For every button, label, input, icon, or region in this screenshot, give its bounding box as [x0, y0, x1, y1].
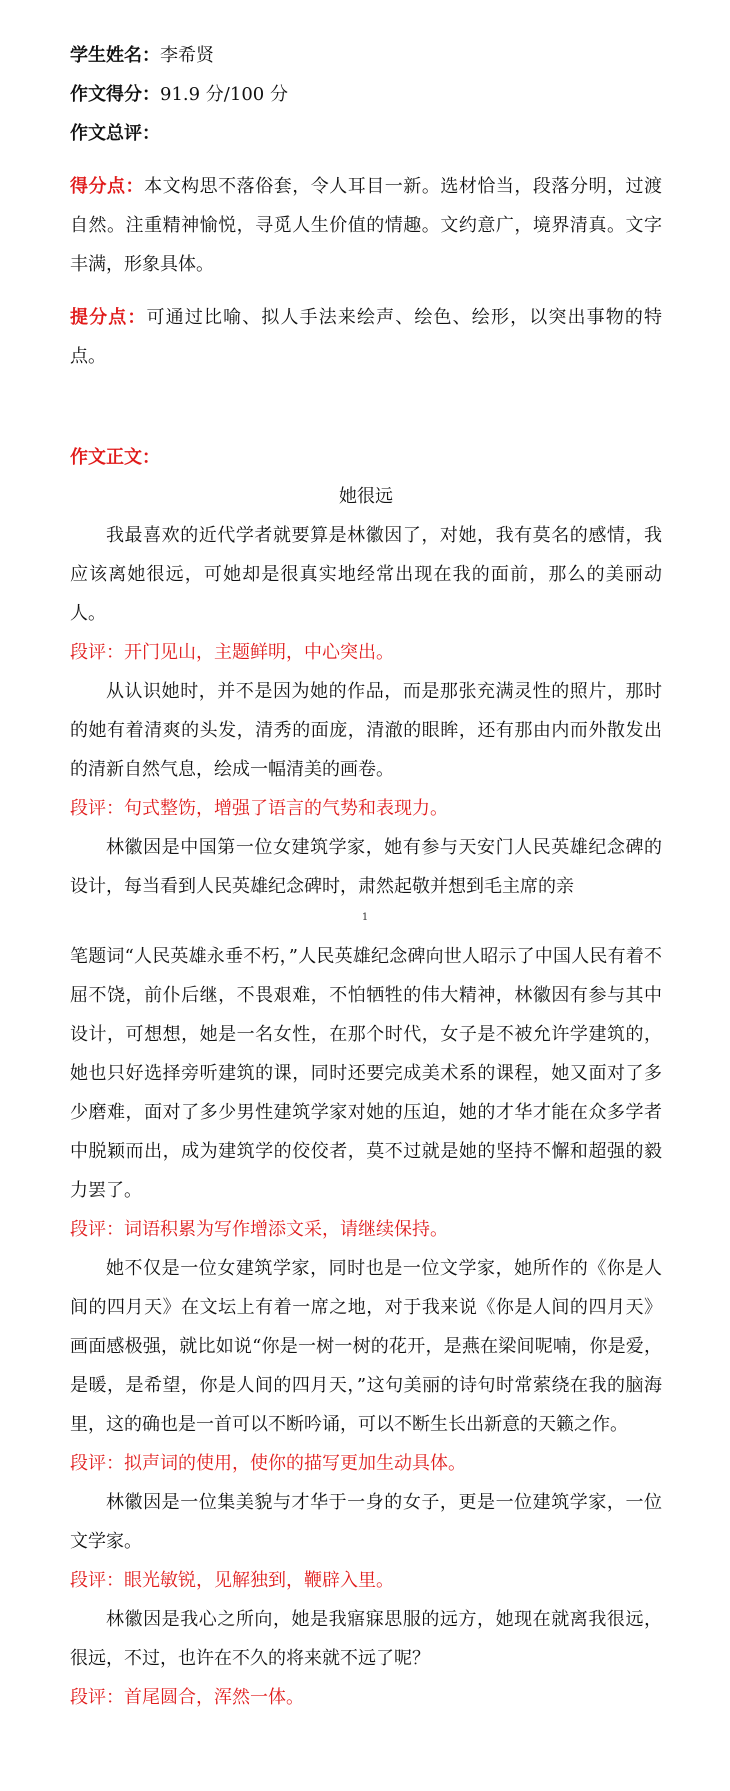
- paragraph-comment: 段评：句式整饬，增强了语言的气势和表现力。: [70, 798, 448, 819]
- paragraph-comment: 段评：眼光敏锐，见解独到，鞭辟入里。: [70, 1570, 394, 1591]
- student-name-label: 学生姓名：: [70, 45, 160, 66]
- essay-paragraph: 林徽因是中国第一位女建筑学家，她有参与天安门人民英雄纪念碑的设计，每当看到人民英雄纪念碑时，肃然起敬并想到毛主席的亲: [70, 837, 662, 897]
- essay-paragraph: 林徽因是一位集美貌与才华于一身的女子，更是一位建筑学家，一位文学家。: [70, 1492, 662, 1552]
- essay-paragraph: 林徽因是我心之所向，她是我寤寐思服的远方，她现在就离我很远，很远，不过，也许在不久的将来就不远了呢？: [70, 1609, 662, 1669]
- document-page-2: [70, 937, 662, 1717]
- essay-paragraph: 从认识她时，并不是因为她的作品，而是那张充满灵性的照片，那时的她有着清爽的头发，清秀的面庞，清澈的眼眸，还有那由内而外散发出的清新自然气息，绘成一幅清美的画卷。: [70, 681, 662, 780]
- strengths-text: 本文构思不落俗套，令人耳目一新。选材恰当，段落分明，过渡自然。注重精神愉悦，寻觅人生价值的情趣。文约意广，境界清真。文字丰满，形象具体。: [70, 176, 663, 275]
- improvement-text: 可通过比喻、拟人手法来绘声、绘色、绘形，以突出事物的特点。: [70, 307, 663, 367]
- overall-review-label: 作文总评：: [70, 123, 160, 144]
- score-label: 作文得分：: [70, 84, 160, 105]
- improvement-block: [70, 298, 662, 376]
- paragraph-comment: 段评：拟声词的使用，使你的描写更加生动具体。: [70, 1453, 466, 1474]
- essay-title: 她很远: [339, 486, 393, 507]
- paragraph-comment: 段评：首尾圆合，浑然一体。: [70, 1687, 304, 1708]
- essay-paragraph: 她不仅是一位女建筑学家，同时也是一位文学家，她所作的《你是人间的四月天》在文坛上有着一席之地，对于我来说《你是人间的四月天》画面感极强，就比如说“你是一树一树的花开，是燕在梁间呢喃，你是爱，是暖，是希望，你是人间的四月天，”这句美丽的诗句时常萦绕在我的脑海里，这的确也是一首可以不断吟诵，可以不断生长出新意的天籁之作。: [70, 1258, 662, 1435]
- document-page-1: [70, 36, 662, 906]
- essay-section-label: 作文正文：: [70, 447, 160, 468]
- student-name-row: [70, 36, 662, 75]
- essay-paragraph-continued: 笔题词“人民英雄永垂不朽，”人民英雄纪念碑向世人昭示了中国人民有着不屈不饶，前仆后继，不畏艰难，不怕牺牲的伟大精神，林徽因有参与其中设计，可想想，她是一名女性，在那个时代，女子是不被允许学建筑的，她也只好选择旁听建筑的课，同时还要完成美术系的课程，她又面对了多少磨难，面对了多少男性建筑学家对她的压迫，她的才华才能在众多学者中脱颖而出，成为建筑学的佼佼者，莫不过就是她的坚持不懈和超强的毅力罢了。: [70, 946, 662, 1201]
- improvement-label: 提分点：: [70, 307, 147, 328]
- paragraph-comment: 段评：词语积累为写作增添文采，请继续保持。: [70, 1219, 448, 1240]
- essay-paragraph: 我最喜欢的近代学者就要算是林徽因了，对她，我有莫名的感情，我应该离她很远，可她却是很真实地经常出现在我的面前，那么的美丽动人。: [70, 525, 662, 624]
- page-number: 1: [361, 912, 369, 923]
- score-row: [70, 75, 662, 114]
- strengths-label: 得分点：: [70, 176, 145, 197]
- paragraph-comment: 段评：开门见山，主题鲜明，中心突出。: [70, 642, 394, 663]
- student-name-value: 李希贤: [160, 45, 214, 66]
- score-value: 91.9 分/100 分: [160, 84, 288, 105]
- strengths-block: [70, 167, 662, 284]
